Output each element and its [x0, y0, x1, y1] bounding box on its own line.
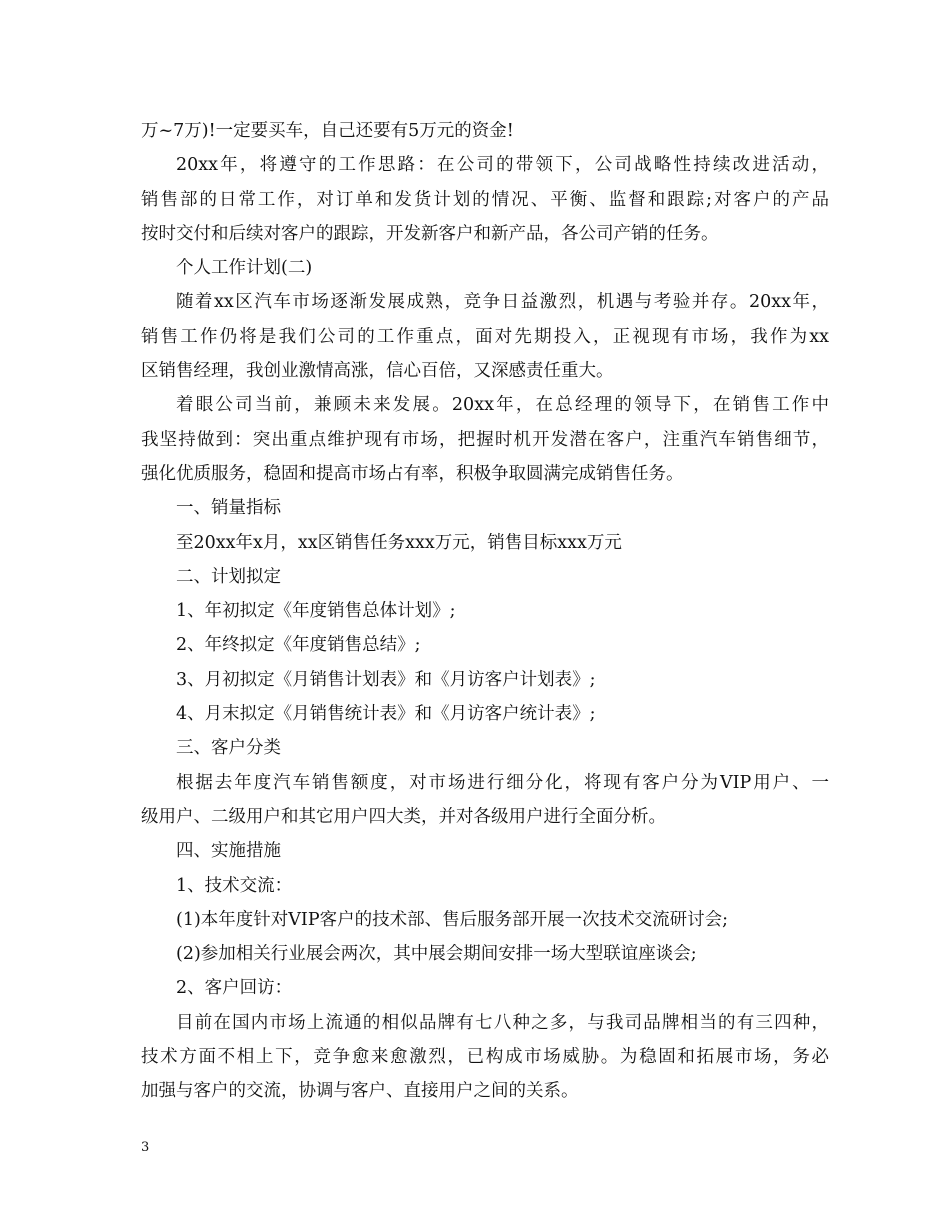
text-line: 2、客户回访： [176, 978, 293, 999]
text-line: 1、技术交流： [176, 875, 293, 896]
text-line: 我坚持做到：突出重点维护现有市场，把握时机开发潜在客户，注重汽车销售细节， [141, 429, 829, 450]
text-line: 20xx年，将遵守的工作思路：在公司的带领下，公司战略性持续改进活动， [176, 155, 829, 176]
text-line: 四、实施措施 [176, 841, 281, 862]
text-line: 区销售经理，我创业激情高涨，信心百倍，又深感责任重大。 [141, 361, 614, 382]
text-line: 4、月末拟定《月销售统计表》和《月访客户统计表》; [176, 704, 596, 725]
text-line: 至20xx年x月，xx区销售任务xxx万元，销售目标xxx万元 [176, 532, 622, 553]
text-line: 销售部的日常工作，对订单和发货计划的情况、平衡、监督和跟踪;对客户的产品 [141, 189, 829, 210]
text-line: 级用户、二级用户和其它用户四大类，并对各级用户进行全面分析。 [141, 806, 666, 827]
text-line: 强化优质服务，稳固和提高市场占有率，积极争取圆满完成销售任务。 [141, 463, 684, 484]
text-line: (2)参加相关行业展会两次，其中展会期间安排一场大型联谊座谈会; [176, 944, 697, 965]
text-line: (1)本年度针对VIP客户的技术部、售后服务部开展一次技术交流研讨会; [176, 909, 729, 930]
text-line: 目前在国内市场上流通的相似品牌有七八种之多，与我司品牌相当的有三四种， [176, 1012, 829, 1033]
text-line: 技术方面不相上下，竞争愈来愈激烈，已构成市场威胁。为稳固和拓展市场，务必 [141, 1047, 829, 1068]
text-line: 二、计划拟定 [176, 566, 281, 587]
text-line: 个人工作计划(二) [176, 258, 313, 279]
text-line: 随着xx区汽车市场逐渐发展成熟，竞争日益激烈，机遇与考验并存。20xx年， [176, 292, 829, 313]
text-line: 根据去年度汽车销售额度，对市场进行细分化，将现有客户分为VIP用户、一 [176, 772, 829, 793]
text-line: 万~7万)!一定要买车，自己还要有5万元的资金! [141, 121, 514, 141]
text-line: 一、销量指标 [176, 498, 281, 519]
text-line: 3、月初拟定《月销售计划表》和《月访客户计划表》; [176, 669, 596, 690]
document-body [141, 114, 829, 1109]
text-line: 加强与客户的交流，协调与客户、直接用户之间的关系。 [141, 1081, 579, 1102]
text-line: 1、年初拟定《年度销售总体计划》; [176, 601, 456, 622]
text-line: 着眼公司当前，兼顾未来发展。20xx年，在总经理的领导下，在销售工作中 [176, 395, 829, 416]
text-line: 销售工作仍将是我们公司的工作重点，面对先期投入，正视现有市场，我作为xx [141, 326, 829, 347]
text-line: 2、年终拟定《年度销售总结》; [176, 635, 421, 656]
text-line: 三、客户分类 [176, 738, 281, 759]
page-number: 3 [141, 1140, 150, 1155]
text-line: 按时交付和后续对客户的跟踪，开发新客户和新产品，各公司产销的任务。 [141, 223, 719, 244]
